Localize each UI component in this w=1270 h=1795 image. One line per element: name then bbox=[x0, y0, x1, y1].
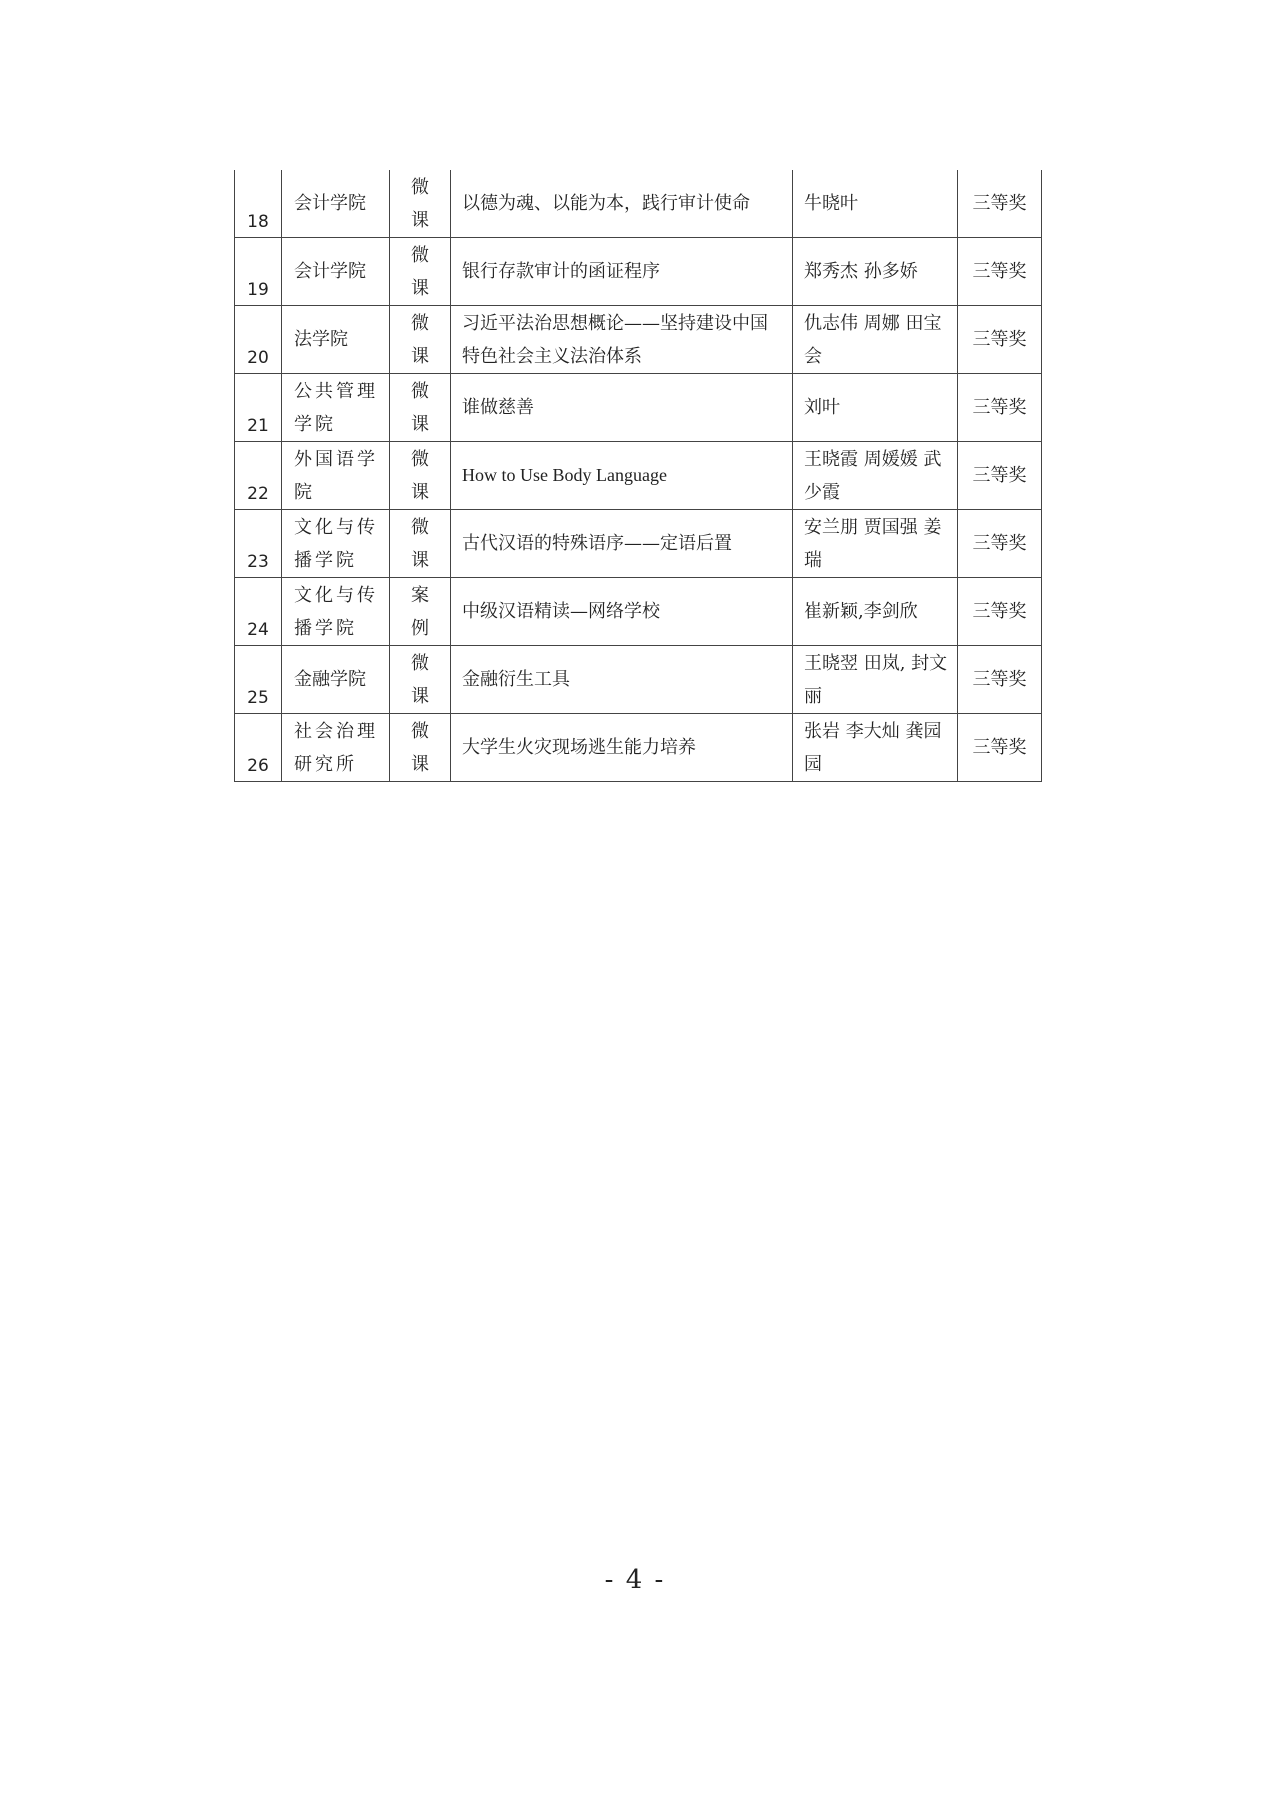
title-cell: 金融衍生工具 bbox=[451, 646, 793, 714]
table-row bbox=[235, 442, 1042, 510]
award-cell: 三等奖 bbox=[958, 442, 1042, 510]
author-cell: 王晓霞 周媛媛 武少霞 bbox=[793, 442, 958, 510]
row-number: 20 bbox=[235, 306, 282, 374]
title-cell: 古代汉语的特殊语序——定语后置 bbox=[451, 510, 793, 578]
author-cell: 郑秀杰 孙多娇 bbox=[793, 238, 958, 306]
row-number: 18 bbox=[235, 170, 282, 238]
author-cell: 仇志伟 周娜 田宝会 bbox=[793, 306, 958, 374]
title-cell: 谁做慈善 bbox=[451, 374, 793, 442]
award-cell: 三等奖 bbox=[958, 374, 1042, 442]
author-cell: 安兰朋 贾国强 姜瑞 bbox=[793, 510, 958, 578]
type-cell: 微课 bbox=[390, 442, 451, 510]
type-cell: 微课 bbox=[390, 170, 451, 238]
title-cell: 银行存款审计的函证程序 bbox=[451, 238, 793, 306]
unit-cell: 会计学院 bbox=[282, 238, 390, 306]
unit-cell: 文化与传播学院 bbox=[282, 578, 390, 646]
row-number: 23 bbox=[235, 510, 282, 578]
title-cell: 中级汉语精读—网络学校 bbox=[451, 578, 793, 646]
unit-cell: 社会治理研究所 bbox=[282, 714, 390, 782]
author-cell: 崔新颖,李剑欣 bbox=[793, 578, 958, 646]
unit-cell: 法学院 bbox=[282, 306, 390, 374]
type-cell: 案例 bbox=[390, 578, 451, 646]
type-cell: 微课 bbox=[390, 238, 451, 306]
row-number: 21 bbox=[235, 374, 282, 442]
award-cell: 三等奖 bbox=[958, 170, 1042, 238]
title-cell: How to Use Body Language bbox=[451, 442, 793, 510]
row-number: 26 bbox=[235, 714, 282, 782]
award-list-table bbox=[234, 170, 1042, 782]
row-number: 24 bbox=[235, 578, 282, 646]
table-row bbox=[235, 510, 1042, 578]
author-cell: 王晓翌 田岚, 封文丽 bbox=[793, 646, 958, 714]
type-cell: 微课 bbox=[390, 714, 451, 782]
row-number: 25 bbox=[235, 646, 282, 714]
table-row bbox=[235, 714, 1042, 782]
table-row bbox=[235, 374, 1042, 442]
author-cell: 张岩 李大灿 龚园园 bbox=[793, 714, 958, 782]
unit-cell: 金融学院 bbox=[282, 646, 390, 714]
title-cell: 大学生火灾现场逃生能力培养 bbox=[451, 714, 793, 782]
title-cell: 习近平法治思想概论——坚持建设中国特色社会主义法治体系 bbox=[451, 306, 793, 374]
unit-cell: 文化与传播学院 bbox=[282, 510, 390, 578]
award-cell: 三等奖 bbox=[958, 714, 1042, 782]
type-cell: 微课 bbox=[390, 510, 451, 578]
award-cell: 三等奖 bbox=[958, 306, 1042, 374]
title-cell: 以德为魂、以能为本，践行审计使命 bbox=[451, 170, 793, 238]
author-cell: 刘叶 bbox=[793, 374, 958, 442]
unit-cell: 会计学院 bbox=[282, 170, 390, 238]
row-number: 19 bbox=[235, 238, 282, 306]
table-row bbox=[235, 306, 1042, 374]
award-cell: 三等奖 bbox=[958, 646, 1042, 714]
unit-cell: 外国语学院 bbox=[282, 442, 390, 510]
award-cell: 三等奖 bbox=[958, 510, 1042, 578]
table-row bbox=[235, 170, 1042, 238]
unit-cell: 公共管理学院 bbox=[282, 374, 390, 442]
award-cell: 三等奖 bbox=[958, 578, 1042, 646]
author-cell: 牛晓叶 bbox=[793, 170, 958, 238]
page-number: - 4 - bbox=[604, 1565, 666, 1595]
table-row bbox=[235, 646, 1042, 714]
row-number: 22 bbox=[235, 442, 282, 510]
type-cell: 微课 bbox=[390, 374, 451, 442]
award-cell: 三等奖 bbox=[958, 238, 1042, 306]
table-row bbox=[235, 578, 1042, 646]
table-row bbox=[235, 238, 1042, 306]
type-cell: 微课 bbox=[390, 646, 451, 714]
type-cell: 微课 bbox=[390, 306, 451, 374]
